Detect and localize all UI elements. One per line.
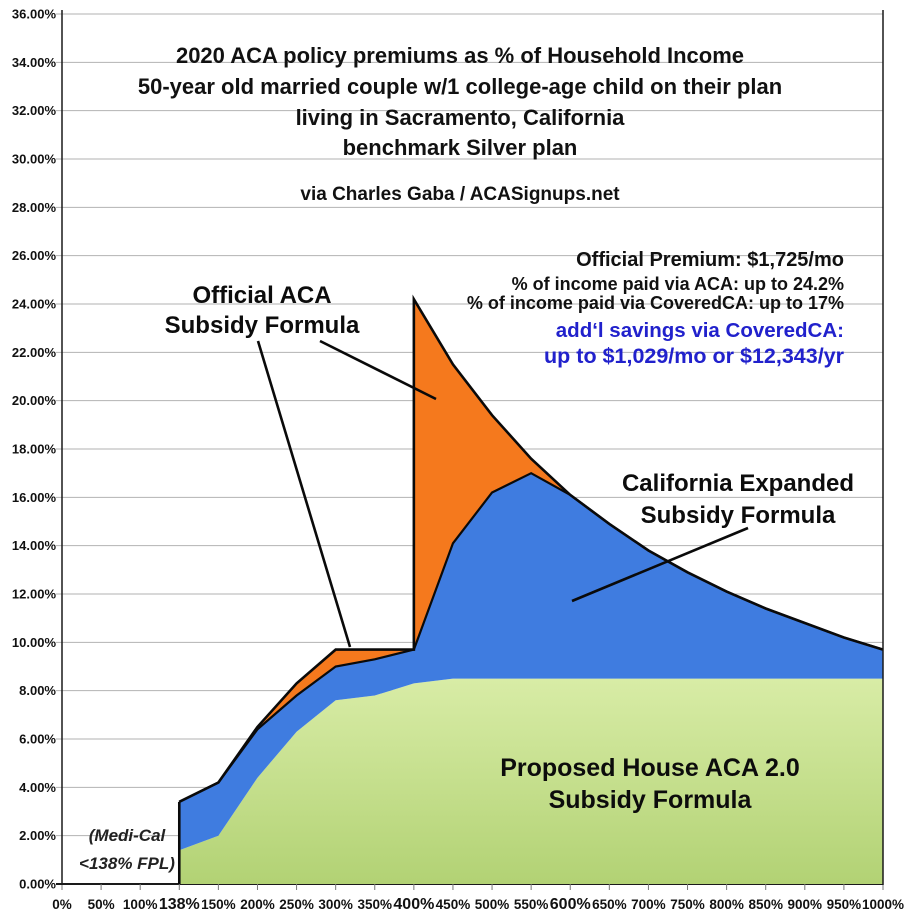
x-axis-tick-label: 800% (709, 897, 744, 912)
x-axis-tick-label: 600% (549, 896, 591, 913)
x-axis-tick-label: 150% (201, 897, 236, 912)
y-axis-tick-label: 34.00% (11, 54, 56, 70)
y-axis-tick-label: 24.00% (11, 296, 56, 312)
official-aca-label-line2: Subsidy Formula (164, 312, 360, 339)
annotation-savings-line1: add‘l savings via CoveredCA: (555, 319, 844, 342)
y-axis-tick-label: 4.00% (19, 779, 56, 795)
x-axis-tick-label: 350% (357, 897, 393, 912)
x-axis-tick-label: 650% (592, 897, 627, 912)
x-axis-tick-label: 500% (474, 897, 510, 912)
x-axis-tick-label: 450% (435, 897, 471, 912)
x-axis-tick-label: 250% (279, 897, 314, 912)
x-axis-tick-label: 700% (631, 897, 666, 912)
y-axis-tick-label: 26.00% (11, 248, 56, 264)
y-axis-tick-label: 14.00% (11, 538, 56, 554)
medical-label-line2: <138% FPL) (79, 854, 175, 873)
x-axis-tick-label: 850% (748, 897, 783, 912)
y-axis-tick-label: 32.00% (11, 103, 56, 119)
x-axis-tick-label: 550% (513, 897, 549, 912)
x-axis-tick-label: 50% (87, 897, 115, 912)
y-axis-tick-label: 16.00% (11, 489, 56, 505)
house-aca-label-line1: Proposed House ACA 2.0 (500, 754, 800, 782)
y-axis-tick-label: 6.00% (19, 731, 56, 747)
x-axis-tick-label: 200% (240, 897, 275, 912)
annotation-aca-percent: % of income paid via ACA: up to 24.2% (511, 274, 844, 294)
x-axis-tick-label: 1000% (861, 897, 905, 912)
california-expanded-label-line2: Subsidy Formula (640, 502, 836, 529)
y-axis-tick-label: 18.00% (11, 441, 56, 457)
y-axis-tick-label: 28.00% (11, 199, 56, 215)
x-axis-tick-label: 900% (787, 897, 823, 912)
chart-title-line4: benchmark Silver plan (342, 135, 578, 160)
x-axis-tick-label: 400% (393, 896, 435, 913)
house-aca-label-line2: Subsidy Formula (548, 786, 752, 814)
california-expanded-label-line1: California Expanded (621, 470, 855, 497)
annotation-official-premium: Official Premium: $1,725/mo (576, 249, 844, 271)
x-axis-tick-labels (52, 896, 904, 913)
x-axis-tick-label: 100% (122, 897, 158, 912)
y-axis-tick-label: 10.00% (11, 634, 56, 650)
annotation-coveredca-percent: % of income paid via CoveredCA: up to 17% (466, 293, 844, 313)
chart-title-line3: living in Sacramento, California (295, 105, 625, 130)
x-axis-tick-label: 0% (52, 897, 72, 912)
chart-credit: via Charles Gaba / ACASignups.net (300, 184, 620, 205)
y-axis-tick-label: 36.00% (11, 6, 56, 22)
chart-title-line1: 2020 ACA policy premiums as % of Household Income (175, 43, 745, 68)
y-axis-tick-label: 20.00% (11, 393, 56, 409)
chart-title-line2: 50-year old married couple w/1 college-age child on their plan (137, 74, 783, 99)
official-aca-label-line1: Official ACA (192, 282, 332, 309)
y-axis-tick-label: 22.00% (11, 344, 56, 360)
x-axis-tick-label: 300% (318, 897, 353, 912)
annotation-savings-line2: up to $1,029/mo or $12,343/yr (544, 344, 844, 368)
x-axis-tick-label: 750% (670, 897, 705, 912)
y-axis-tick-label: 2.00% (19, 828, 56, 844)
x-axis-tick-label: 950% (826, 897, 862, 912)
x-axis-tick-label: 138% (158, 896, 200, 913)
y-axis-tick-label: 30.00% (11, 151, 56, 167)
y-axis-tick-label: 12.00% (11, 586, 56, 602)
medical-label-line1: (Medi-Cal (88, 826, 166, 845)
y-axis-tick-label: 0.00% (19, 876, 56, 892)
y-axis-tick-label: 8.00% (19, 683, 56, 699)
